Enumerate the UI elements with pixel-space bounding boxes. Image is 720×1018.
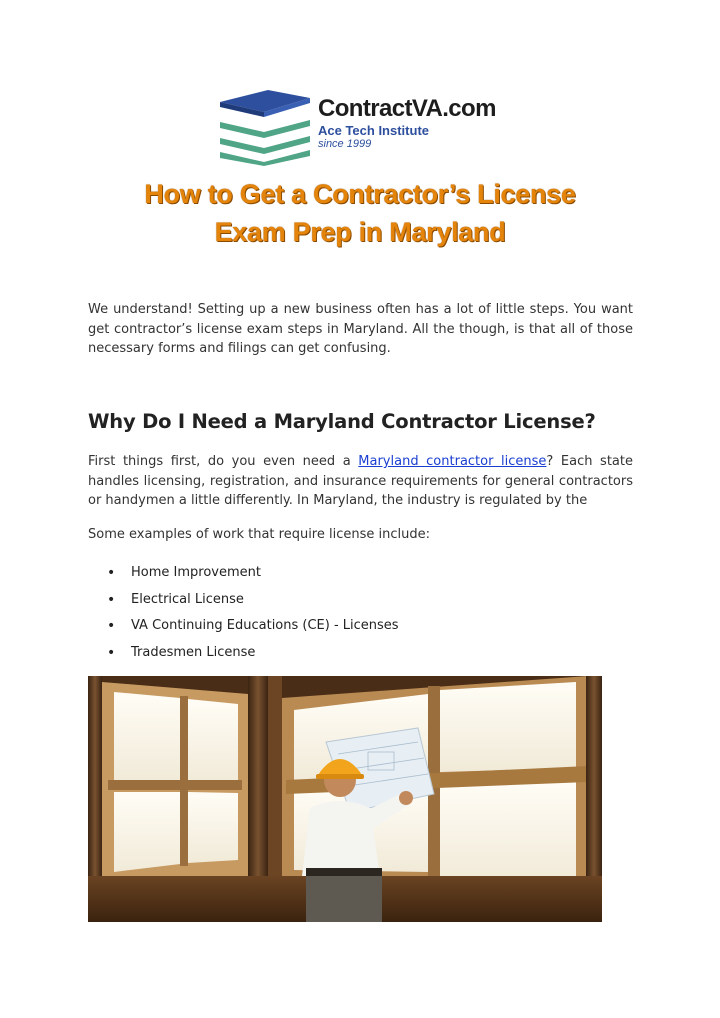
list-item: • Home Improvement — [88, 560, 399, 587]
list-item: • Tradesmen License — [88, 640, 399, 667]
contractva-logo — [218, 84, 508, 166]
page-title — [60, 175, 660, 251]
intro-paragraph: We understand! Setting up a new business often has a lot of little steps. You want get contractor’s license exam steps in Maryland. All the though, is that all of those necessary forms and filings can get confusing. — [88, 302, 633, 356]
contractor-photo — [88, 676, 602, 922]
logo-brand-name: ContractVA.com — [318, 95, 496, 122]
list-item: • VA Continuing Educations (CE) - Licenses — [88, 613, 399, 640]
logo-tagline: Ace Tech Institute — [318, 123, 430, 138]
list-item: • Electrical License — [88, 587, 399, 614]
contractor-window-image — [88, 676, 602, 922]
license-examples-list — [88, 560, 399, 666]
stacked-layers-logo-icon — [218, 84, 310, 166]
logo-since: since 1999 — [318, 138, 372, 150]
section-heading: Why Do I Need a Maryland Contractor License? — [88, 410, 596, 433]
section-paragraph-end: ? Each state handles licensing, registration, and insurance requirements for general contractors or handymen a little differently. In Maryland, the industry is regulated by the — [88, 454, 633, 508]
page-title-line-1: How to Get a Contractor’s License — [144, 179, 576, 209]
page-title-line-2: Exam Prep in Maryland — [214, 217, 506, 247]
section-paragraph — [88, 452, 633, 511]
section-paragraph-start: First things first, do you even need a — [88, 454, 359, 469]
maryland-contractor-license-link[interactable]: Maryland contractor license — [358, 454, 547, 469]
examples-intro: Some examples of work that require license include: — [88, 527, 430, 542]
